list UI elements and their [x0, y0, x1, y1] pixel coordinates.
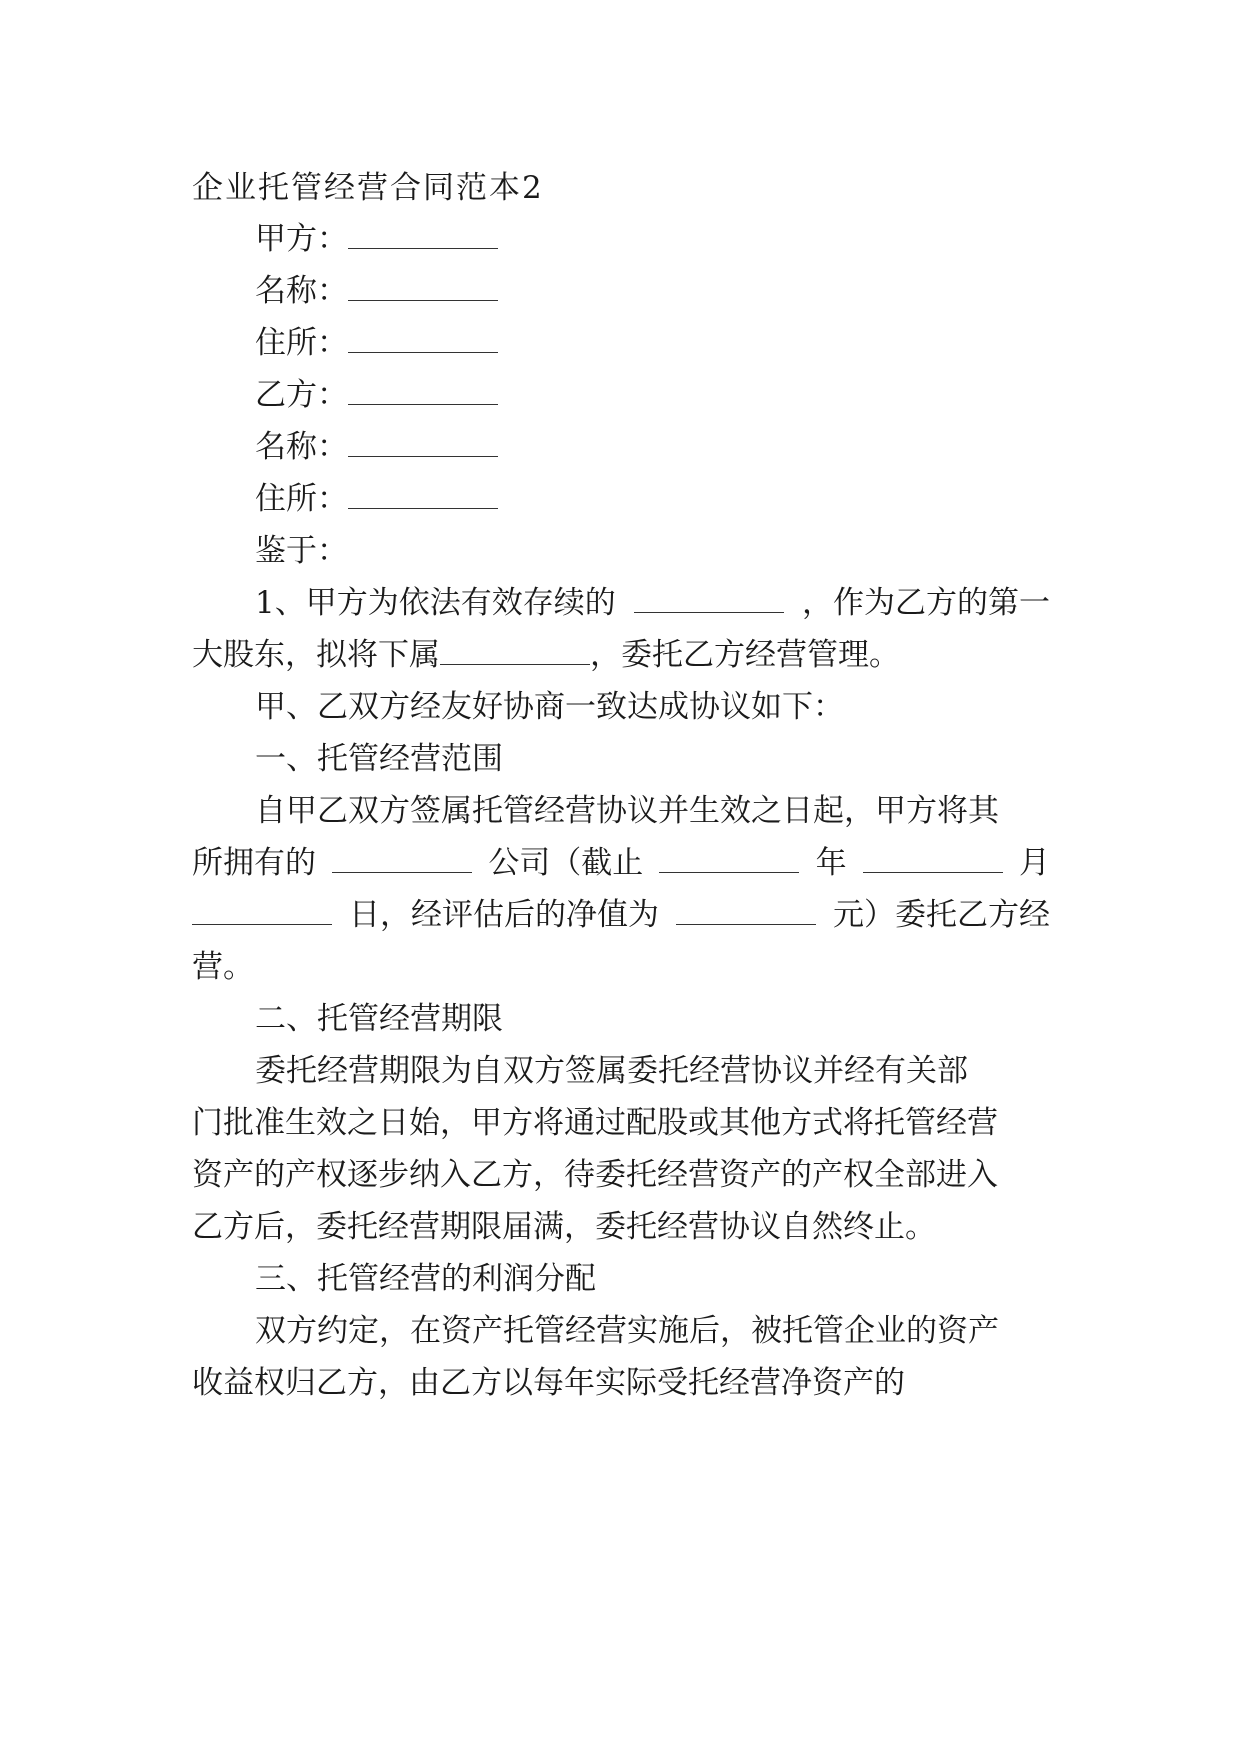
- company-blank: [332, 846, 472, 873]
- party-a-address-line: [255, 314, 1050, 372]
- net-value-blank: [676, 898, 816, 925]
- clause1-line2-prefix: 大股东，拟将下属: [192, 637, 440, 673]
- section2-line1: 委托经营期限为自双方签属委托经营协议并经有关部: [255, 1053, 968, 1089]
- party-a-blank: [348, 222, 498, 249]
- party-a-address-label: 住所：: [255, 325, 348, 361]
- day-blank: [192, 898, 332, 925]
- section1-line3-a: 日，经评估后的净值为: [349, 897, 659, 933]
- clause1-line1-prefix: 1、甲方为依法有效存续的: [255, 585, 616, 621]
- section1-line1-text: 自甲乙双方签属托管经营协议并生效之日起，甲方将其: [255, 793, 999, 829]
- party-b-label: 乙方：: [255, 377, 348, 413]
- clause1-subsidiary-blank: [440, 638, 590, 665]
- party-a-line: [255, 210, 1050, 268]
- section3-line2: 收益权归乙方，由乙方以每年实际受托经营净资产的: [192, 1365, 905, 1401]
- whereas-label: 鉴于：: [255, 533, 348, 569]
- party-b-blank: [348, 378, 498, 405]
- section2-line3: 资产的产权逐步纳入乙方，待委托经营资产的产权全部进入: [192, 1157, 998, 1193]
- section1-line3: [192, 886, 1050, 944]
- party-a-name-label: 名称：: [255, 273, 348, 309]
- party-a-name-blank: [348, 274, 498, 301]
- section1-line2-a: 所拥有的: [192, 845, 316, 881]
- section1-line2-c: 年: [815, 845, 847, 881]
- party-b-name-label: 名称：: [255, 429, 348, 465]
- section1-line1: [255, 782, 1050, 840]
- section1-line2-b: 公司（截止: [488, 845, 644, 881]
- year-blank: [659, 846, 799, 873]
- party-b-address-blank: [348, 482, 498, 509]
- clause1-line2-suffix: ，委托乙方经营管理。: [590, 637, 900, 673]
- section2-line4: 乙方后，委托经营期限届满，委托经营协议自然终止。: [192, 1209, 936, 1245]
- party-b-line: [255, 366, 1050, 424]
- party-a-name-line: [255, 262, 1050, 320]
- document-title: 企业托管经营合同范本2: [192, 170, 544, 206]
- party-b-address-line: [255, 470, 1050, 528]
- party-b-name-blank: [348, 430, 498, 457]
- party-b-name-line: [255, 418, 1050, 476]
- section2-heading: 二、托管经营期限: [255, 1001, 503, 1037]
- month-blank: [863, 846, 1003, 873]
- section1-line4: 营。: [192, 949, 254, 985]
- section3-line1: 双方约定，在资产托管经营实施后，被托管企业的资产: [255, 1313, 999, 1349]
- party-b-address-label: 住所：: [255, 481, 348, 517]
- section1-heading: 一、托管经营范围: [255, 741, 503, 777]
- section1-line3-b: 元）委托乙方经: [833, 897, 1050, 933]
- section1-line2-d: 月: [1018, 845, 1050, 881]
- section3-heading: 三、托管经营的利润分配: [255, 1261, 596, 1297]
- party-a-address-blank: [348, 326, 498, 353]
- clause1-line1: [255, 574, 1050, 632]
- clause1-line1-suffix: ，作为乙方的第一: [801, 585, 1050, 621]
- agreement-intro: 甲、乙双方经友好协商一致达成协议如下：: [255, 689, 844, 725]
- section2-line2: 门批准生效之日始，甲方将通过配股或其他方式将托管经营: [192, 1105, 998, 1141]
- section1-line2: [192, 834, 1050, 892]
- party-a-label: 甲方：: [255, 221, 348, 257]
- clause1-entity-blank: [634, 586, 784, 613]
- clause1-line2: [192, 626, 1050, 684]
